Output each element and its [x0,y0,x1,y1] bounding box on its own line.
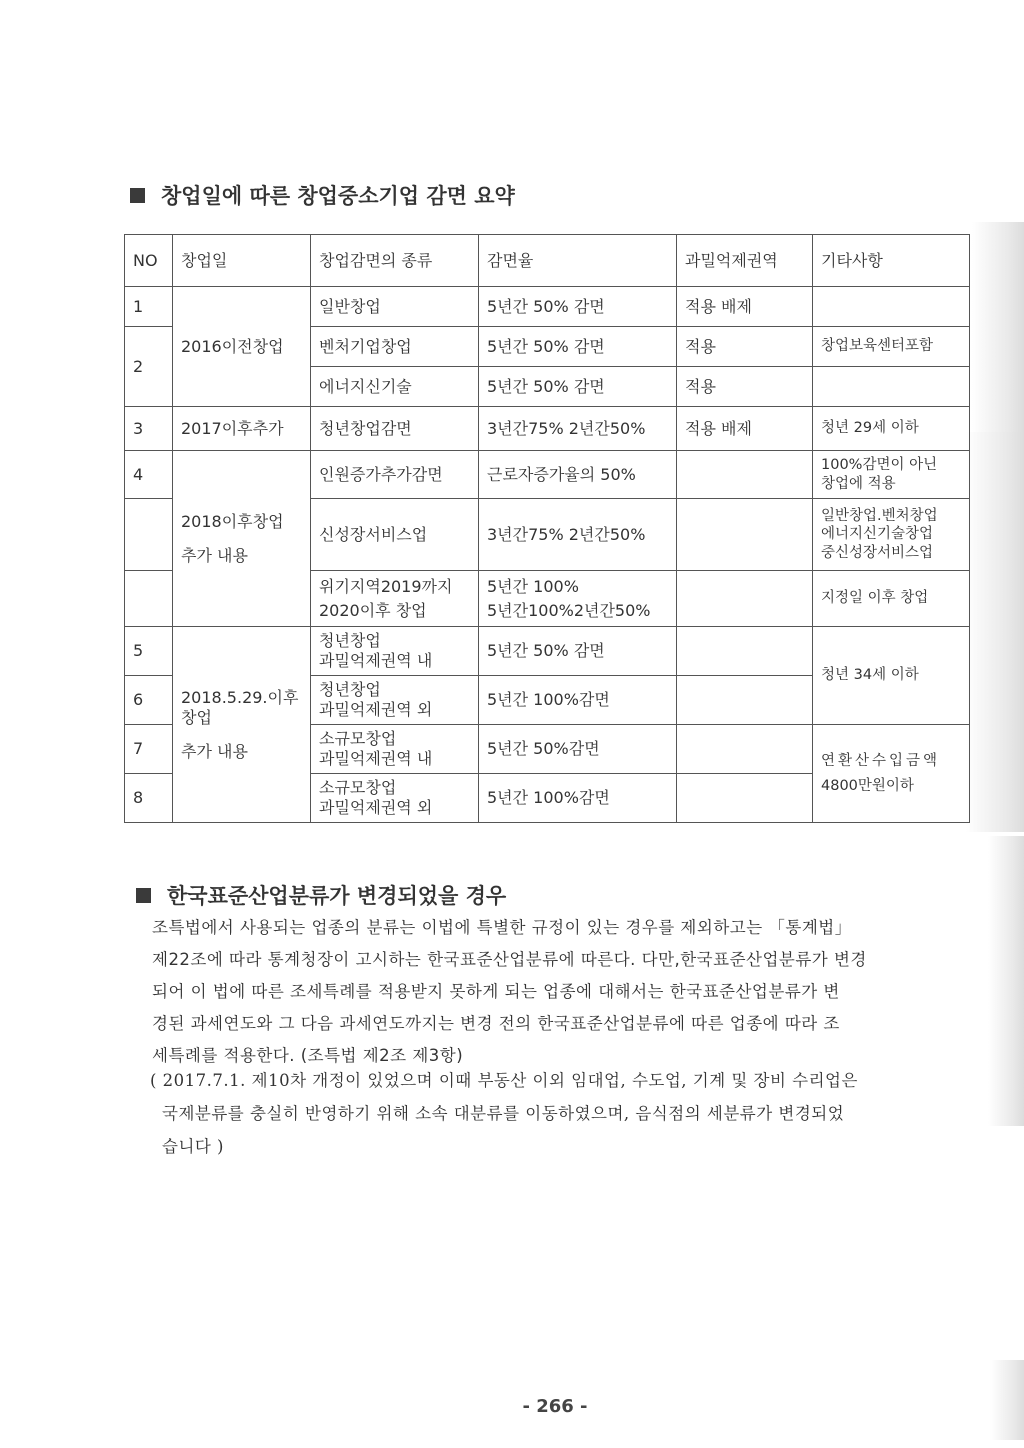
cell-no: 2 [125,327,173,407]
paragraph-line: 조특법에서 사용되는 업종의 분류는 이법에 특별한 규정이 있는 경우를 제외하고는 「통계법」 [152,918,852,937]
date-line: 추가 내용 [181,741,248,761]
type-line: 소규모창업 [319,729,397,748]
cell-rate: 5년간 50% 감면 [479,287,677,327]
cell-no: 3 [125,407,173,451]
note-line: 에너지신기술창업 [821,526,934,543]
note-line: 습니다 ) [162,1137,224,1156]
rate-line: 5년간100%2년간50% [487,600,651,620]
paragraph-line: 세특례를 적용한다. (조특법 제2조 제3항) [152,1046,464,1065]
cell-notes [813,367,970,407]
cell-rate: 5년간 50%감면 [479,725,677,774]
cell-rate: 3년간75% 2년간50% [479,499,677,571]
scan-edge-shadow [988,836,1024,1126]
type-line: 과밀억제권역 외 [319,700,433,719]
cell-rate: 5년간 50% 감면 [479,327,677,367]
cell-date: 2017이후추가 [173,407,311,451]
cell-notes: 창업보육센터포함 [813,327,970,367]
date-line: 2018이후창업 [181,511,284,531]
cell-rate: 5년간 50% 감면 [479,367,677,407]
note-line: 4800만원이하 [821,777,914,794]
table-row [125,451,970,499]
body-paragraph [152,912,982,1072]
cell-zone [677,571,813,627]
section-title-classification [136,880,506,910]
type-line: 과밀억제권역 내 [319,651,433,670]
cell-notes: 청년 29세 이하 [813,407,970,451]
cell-rate: 5년간 100%감면 [479,774,677,823]
cell-notes: 청년 34세 이하 [813,627,970,725]
note-line: ( 2017.7.1. 제10차 개정이 있었으며 이때 부동산 이외 임대업, 수도업, 기계 및 장비 수리업은 [150,1071,858,1090]
note-line: 연환산수입금액 [821,753,941,770]
square-bullet-icon [130,188,145,203]
cell-type: 신성장서비스업 [311,499,479,571]
cell-date [173,451,311,627]
date-line: 추가 내용 [181,545,248,565]
cell-notes [813,287,970,327]
note-line: 일반창업.벤처창업 [821,508,938,525]
cell-rate: 근로자증가율의 50% [479,451,677,499]
header-date: 창업일 [173,235,311,287]
scan-edge-shadow [966,432,1024,832]
cell-rate: 5년간 50% 감면 [479,627,677,676]
type-line: 소규모창업 [319,778,397,797]
cell-notes [813,451,970,499]
type-line: 위기지역2019까지 [319,576,453,596]
section-title-text: 한국표준산업분류가 변경되었을 경우 [167,884,507,908]
cell-date: 2016이전창업 [173,287,311,407]
type-line: 2020이후 창업 [319,600,427,620]
cell-type [311,725,479,774]
cell-rate [479,571,677,627]
cell-zone [677,451,813,499]
cell-type: 인원증가추가감면 [311,451,479,499]
type-line: 청년창업 [319,631,381,650]
rate-line: 5년간 100% [487,576,579,596]
cell-zone [677,725,813,774]
cell-no [125,571,173,627]
cell-type [311,627,479,676]
paragraph-line: 제22조에 따라 통계청장이 고시하는 한국표준산업분류에 따른다. 다만,한국표준산업분류가 변경 [152,950,867,969]
cell-zone: 적용 배제 [677,407,813,451]
header-rate: 감면율 [479,235,677,287]
cell-no: 1 [125,287,173,327]
cell-rate: 5년간 100%감면 [479,676,677,725]
scan-edge-shadow [972,222,1024,432]
square-bullet-icon [136,888,151,903]
type-line: 과밀억제권역 외 [319,798,433,817]
cell-zone: 적용 배제 [677,287,813,327]
cell-no: 6 [125,676,173,725]
cell-type [311,774,479,823]
cell-notes [813,499,970,571]
header-no: NO [125,235,173,287]
cell-zone [677,774,813,823]
section-title-summary [130,180,515,210]
header-notes: 기타사항 [813,235,970,287]
note-line: 중신성장서비스업 [821,544,934,561]
cell-no: 8 [125,774,173,823]
cell-type: 청년창업감면 [311,407,479,451]
cell-zone [677,676,813,725]
cell-type: 에너지신기술 [311,367,479,407]
cell-notes: 지정일 이후 창업 [813,571,970,627]
cell-zone: 적용 [677,327,813,367]
cell-type [311,676,479,725]
cell-type: 일반창업 [311,287,479,327]
reduction-summary-table [124,234,970,823]
note-line: 창업에 적용 [821,475,896,492]
type-line: 과밀억제권역 내 [319,749,433,768]
cell-zone: 적용 [677,367,813,407]
page-number: - 266 - [522,1396,588,1417]
header-zone: 과밀억제권역 [677,235,813,287]
table-row [125,407,970,451]
cell-zone [677,499,813,571]
cell-type: 벤처기업창업 [311,327,479,367]
section-title-text: 창업일에 따른 창업중소기업 감면 요약 [161,184,515,208]
type-line: 청년창업 [319,680,381,699]
note-line: 100%감면이 아닌 [821,457,938,474]
cell-rate: 3년간75% 2년간50% [479,407,677,451]
header-type: 창업감면의 종류 [311,235,479,287]
paragraph-line: 경된 과세연도와 그 다음 과세연도까지는 변경 전의 한국표준산업분류에 따른 업종에 따라 조 [152,1014,840,1033]
cell-type [311,571,479,627]
cell-notes [813,725,970,823]
table-header-row [125,235,970,287]
table-row [125,627,970,676]
cell-date [173,627,311,823]
cell-no: 5 [125,627,173,676]
paragraph-line: 되어 이 법에 따른 조세특례를 적용받지 못하게 되는 업종에 대해서는 한국표준산업분류가 변 [152,982,840,1001]
date-line: 2018.5.29.이후 [181,687,299,707]
cell-no: 4 [125,451,173,499]
date-line: 창업 [181,707,212,727]
cell-no: 7 [125,725,173,774]
note-line: 국제분류를 충실히 반영하기 위해 소속 대분류를 이동하였으며, 음식점의 세분류가 변경되었 [162,1104,845,1123]
amendment-note [150,1064,990,1163]
table-row [125,287,970,327]
cell-no [125,499,173,571]
cell-zone [677,627,813,676]
